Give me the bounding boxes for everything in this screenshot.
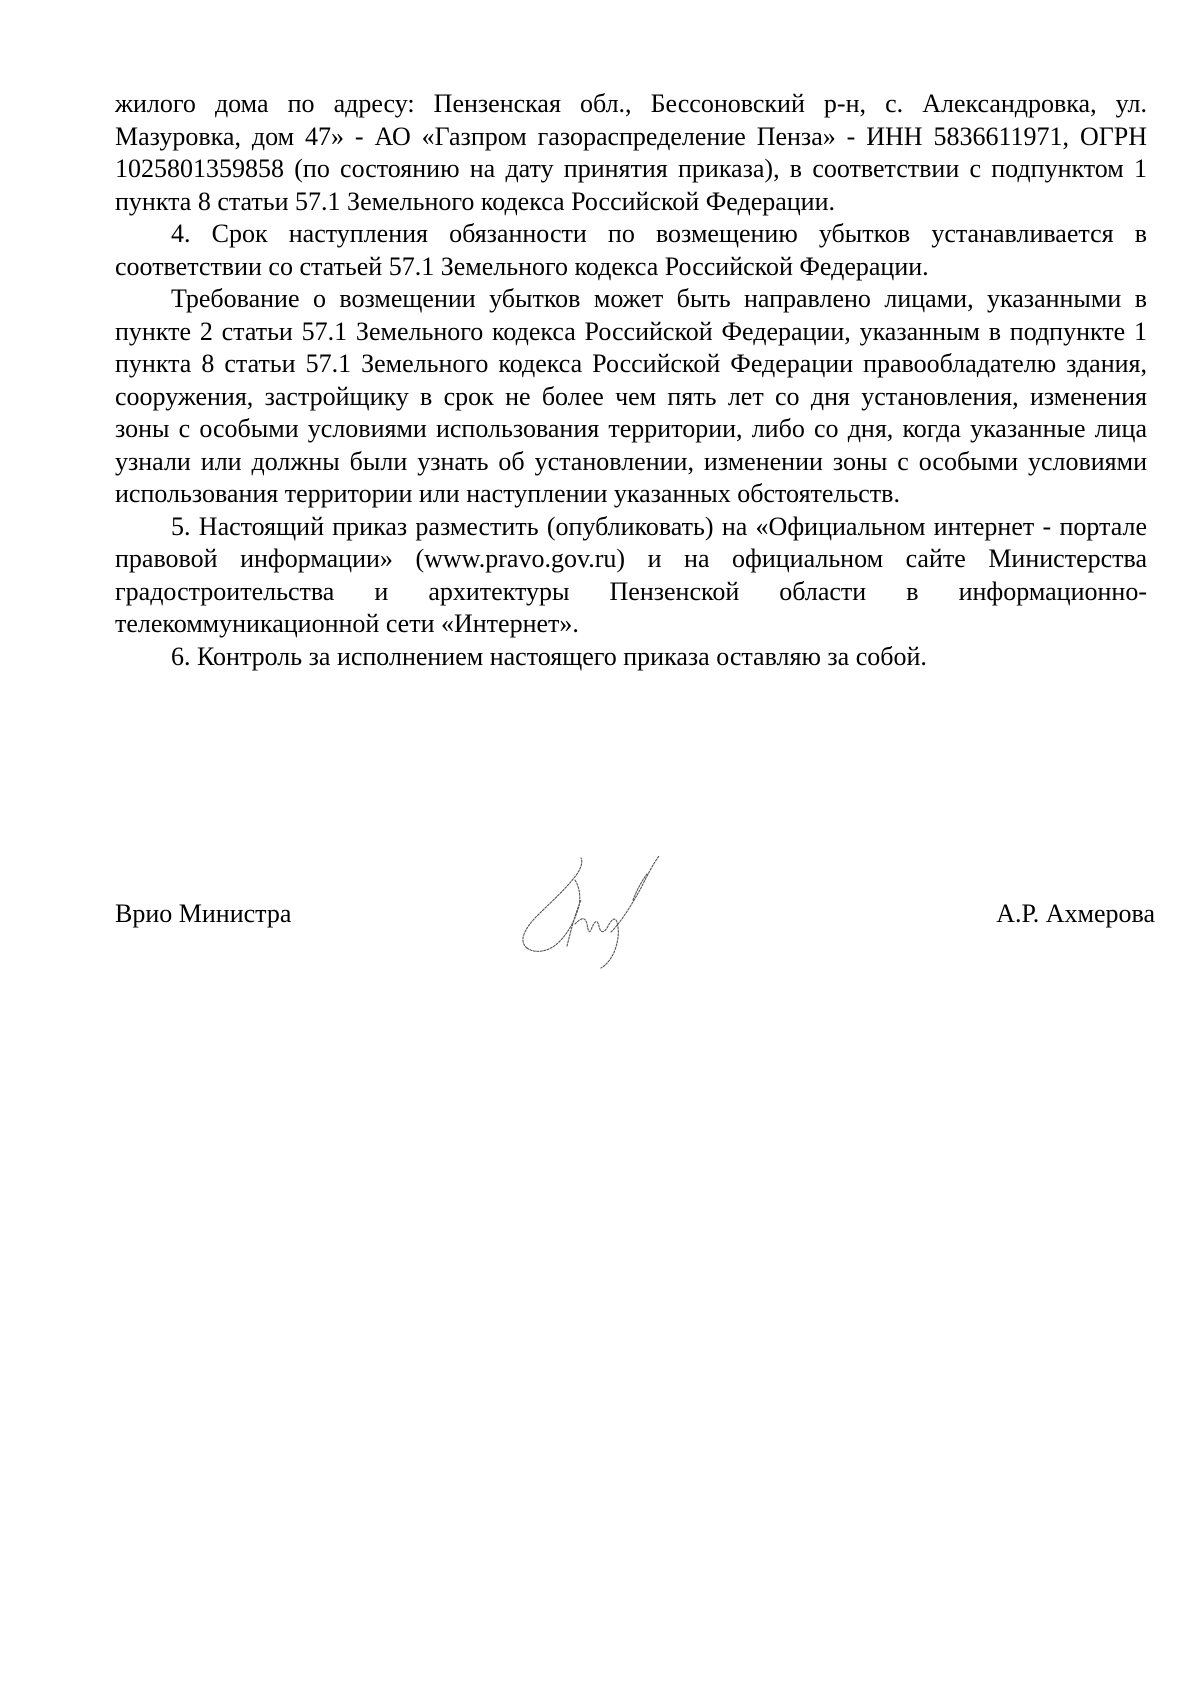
paragraph-address-continuation: жилого дома по адресу: Пензенская обл., Бессоновский р-н, с. Александровка, ул. Мазуровка, дом 47» - АО «Газпром газораспределение Пенза» - ИНН 5836611971, ОГРН 1025801359858 (по состоянию на дату принятия приказа), в соответствии с подпунктом 1 пункта 8 статьи 57.1 Земельного кодекса Российской Федерации. [115,89,1147,216]
paragraph-item-4: 4. Срок наступления обязанности по возмещению убытков устанавливается в соответствии со статьей 57.1 Земельного кодекса Российской Федерации. [115,219,1147,281]
document-body [115,88,1147,673]
handwritten-signature-icon [515,850,695,970]
paragraph-item-6: 6. Контроль за исполнением настоящего приказа оставляю за собой. [171,641,927,671]
signature-block [115,850,1155,970]
paragraph-compensation-claim: Требование о возмещении убытков может быть направлено лицами, указанными в пункте 2 статьи 57.1 Земельного кодекса Российской Федерации, указанным в подпункте 1 пункта 8 статьи 57.1 Земельного кодекса Российской Федерации правообладателю здания, сооружения, застройщику в срок не более чем пять лет со дня установления, изменения зоны с особыми условиями использования территории, либо со дня, когда указанные лица узнали или должны были узнать об установлении, изменении зоны с особыми условиями использования территории или наступлении указанных обстоятельств. [115,284,1147,508]
signatory-role: Врио Министра [115,899,292,928]
signatory-name: А.Р. Ахмерова [996,899,1155,928]
paragraph-item-5: 5. Настоящий приказ разместить (опубликовать) на «Официальном интернет - портале правовой информации» (www.pravo.gov.ru) и на официальном сайте Министерства градостроительства и архитектуры Пензенской области в информационно-телекоммуникационной сети «Интернет». [115,511,1147,638]
